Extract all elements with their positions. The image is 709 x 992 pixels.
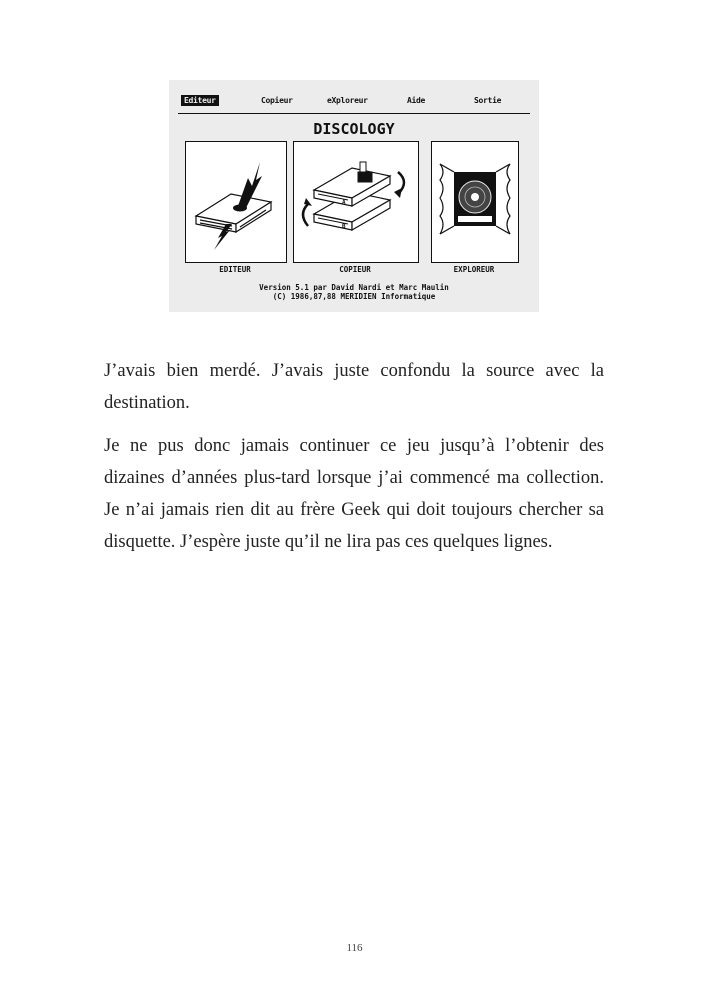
exploreur-panel[interactable] [431, 141, 519, 263]
page-number: 116 [346, 942, 363, 954]
credits-line-1: Version 5.1 par David Nardi et Marc Maulin [259, 283, 449, 292]
discology-screenshot [169, 80, 539, 312]
menu-item-aide[interactable]: Aide [407, 96, 426, 105]
menu-item-sortie[interactable]: Sortie [474, 96, 502, 105]
floppy-lightning-icon [186, 142, 286, 262]
copieur-panel[interactable] [293, 141, 419, 263]
svg-text:A: A [342, 199, 346, 206]
disk-explorer-icon [432, 142, 518, 262]
menu-item-copieur[interactable]: Copieur [261, 96, 293, 105]
app-title: DISCOLOGY [313, 120, 395, 138]
exploreur-label: EXPLOREUR [453, 265, 495, 274]
menu-divider [178, 113, 530, 114]
floppy-copy-icon [294, 142, 418, 262]
copieur-label: COPIEUR [339, 265, 371, 274]
editeur-label: EDITEUR [219, 265, 251, 274]
credits-line-2: (C) 1986,87,88 MERIDIEN Informatique [272, 292, 436, 301]
credits [169, 283, 539, 301]
svg-text:B: B [342, 223, 346, 230]
paragraph-1: J’avais bien merdé. J’avais juste confondu la source avec la destination. [104, 361, 604, 413]
menu-item-editeur[interactable]: Editeur [181, 95, 219, 106]
menu-bar [169, 95, 539, 107]
paragraph-2: Je ne pus donc jamais continuer ce jeu jusqu’à l’obtenir des dizaines d’années plus-tard lorsque j’ai commencé ma collection. Je n’ai jamais rien dit au frère Geek qui doit toujours chercher sa disquette. J’espère juste qu’il ne lira pas ces quelques lignes. [104, 436, 604, 552]
menu-item-explorer[interactable]: eXploreur [327, 96, 368, 105]
editeur-panel[interactable] [185, 141, 287, 263]
